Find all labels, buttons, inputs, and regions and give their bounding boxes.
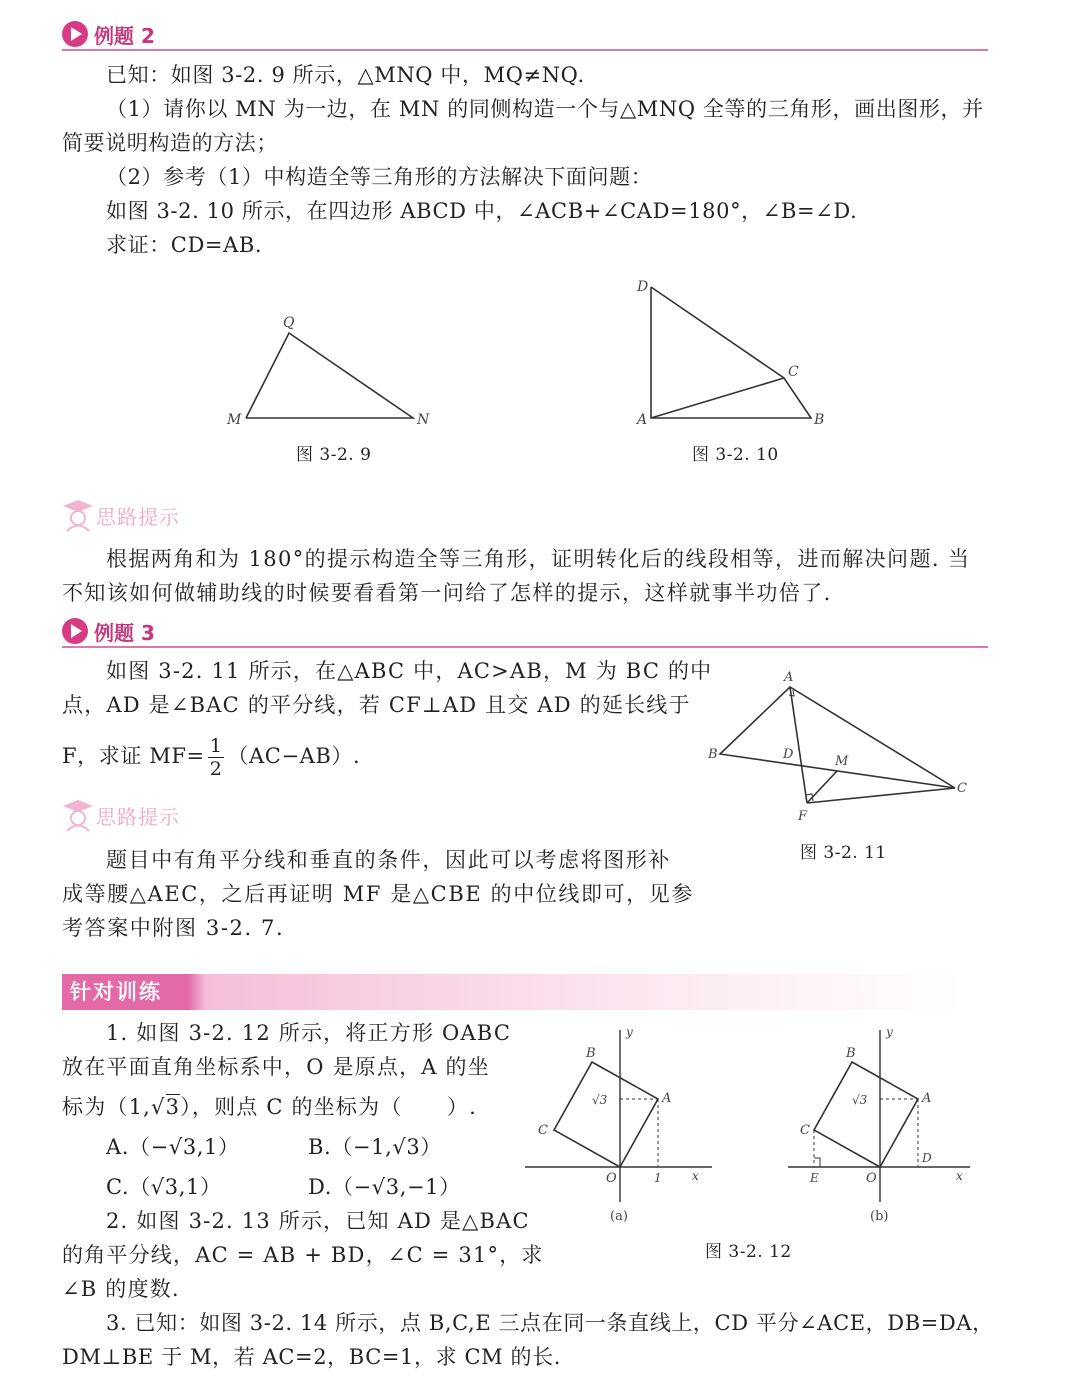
section-divider: [62, 49, 988, 51]
graduate-icon: [62, 798, 94, 832]
label-m: M: [835, 754, 849, 769]
q1-line-3-pre: 标为（1,: [62, 1095, 152, 1119]
figure-3-2-9: [215, 305, 445, 435]
label-b: B: [708, 747, 718, 762]
label-e: E: [810, 1171, 819, 1185]
square-oabc: [814, 1062, 918, 1167]
figure-3-2-12-a: [520, 1022, 720, 1227]
label-a: A: [784, 670, 794, 685]
hint-1-line-2: 不知该如何做辅助线的时候要看看第一问给了怎样的提示，这样就事半功倍了.: [62, 581, 832, 605]
option-a: A.（−√3,1）: [106, 1135, 240, 1159]
hint-1-header: [62, 497, 180, 533]
quadrilateral-abcd: [651, 287, 811, 418]
ex3-line-3-post: （AC−AB）.: [227, 744, 361, 768]
option-b: B.（−1,√3）: [308, 1135, 442, 1159]
label-sqrt3: √3: [592, 1093, 608, 1107]
option-c: C.（√3,1）: [106, 1175, 222, 1199]
label-a: A: [922, 1091, 932, 1106]
training-title: 针对训练: [70, 980, 162, 1004]
play-icon: [62, 21, 88, 47]
label-one: 1: [654, 1171, 662, 1185]
label-sqrt3: √3: [852, 1093, 868, 1107]
triangle-abc: [720, 687, 955, 788]
hint-2-header: [62, 797, 180, 833]
label-b: B: [586, 1046, 596, 1061]
hint-1-label: 思路提示: [96, 504, 180, 529]
segment-mf: [807, 771, 837, 803]
ex3-line-1: 如图 3-2. 11 所示，在△ABC 中，AC>AB，M 为 BC 的中: [106, 659, 713, 683]
label-b: B: [814, 412, 825, 428]
label-c: C: [957, 781, 967, 796]
label-c: C: [800, 1123, 810, 1138]
label-m: M: [227, 412, 242, 428]
figure-3-2-10: [625, 275, 840, 435]
figure-3-2-9-caption: 图 3-2. 9: [296, 445, 372, 465]
fraction-denominator: 2: [209, 758, 223, 780]
figure-3-2-11-caption: 图 3-2. 11: [800, 843, 887, 863]
q2-line-1: 2. 如图 3-2. 13 所示，已知 AD 是△BAC: [106, 1209, 530, 1233]
figure-3-2-12-b: [780, 1022, 980, 1227]
segment-cf: [807, 788, 955, 803]
label-a: A: [662, 1091, 672, 1106]
ex2-line-5: 如图 3-2. 10 所示，在四边形 ABCD 中，∠ACB+∠CAD=180°，∠B=∠D.: [106, 199, 858, 223]
graduate-icon: [62, 498, 94, 532]
fraction-numerator: 1: [209, 735, 223, 757]
hint-1-line-1: 根据两角和为 180°的提示构造全等三角形，证明转化后的线段相等，进而解决问题. 当: [106, 547, 971, 571]
training-banner: [62, 974, 962, 1010]
triangle-mnq: [246, 333, 413, 418]
label-q: Q: [283, 315, 295, 331]
bisector-ad: [790, 687, 807, 803]
example-2-header: [62, 19, 155, 49]
figure-3-2-11: [700, 668, 980, 828]
label-c: C: [788, 364, 799, 380]
example-3-title: 例题 3: [94, 620, 155, 645]
ex2-line-2: （1）请你以 MN 为一边，在 MN 的同侧构造一个与△MNQ 全等的三角形，画出图形，并: [106, 97, 984, 121]
q1-line-2: 放在平面直角坐标系中，O 是原点，A 的坐: [62, 1055, 490, 1079]
ex2-line-3: 简要说明构造的方法；: [62, 131, 278, 155]
q3-line-1: 3. 已知：如图 3-2. 14 所示，点 B,C,E 三点在同一条直线上，CD 平分∠ACE，DB=DA，: [106, 1311, 994, 1335]
label-y: y: [626, 1025, 633, 1039]
label-x: x: [692, 1169, 699, 1183]
q2-line-2: 的角平分线，AC = AB + BD，∠C = 31°，求: [62, 1243, 544, 1267]
diagonal-ac: [651, 378, 784, 418]
fraction-one-half: [208, 735, 225, 780]
label-n: N: [417, 412, 430, 428]
q1-line-1: 1. 如图 3-2. 12 所示，将正方形 OABC: [106, 1021, 512, 1045]
q1-line-3: [62, 1090, 477, 1124]
example-3-header: [62, 616, 155, 646]
ex2-line-1: 已知：如图 3-2. 9 所示，△MNQ 中，MQ≠NQ.: [106, 63, 585, 87]
figure-3-2-10-caption: 图 3-2. 10: [692, 445, 779, 465]
option-d: D.（−√3,−1）: [308, 1175, 461, 1199]
label-y: y: [886, 1025, 893, 1039]
label-d: D: [922, 1151, 932, 1165]
ex3-line-2: 点，AD 是∠BAC 的平分线，若 CF⊥AD 且交 AD 的延长线于: [62, 693, 691, 717]
ex3-line-3-pre: F，求证 MF=: [62, 744, 205, 768]
label-d: D: [783, 747, 794, 762]
ex3-line-3: [62, 728, 360, 784]
label-c: C: [538, 1123, 548, 1138]
ex2-line-6: 求证：CD=AB.: [106, 233, 263, 257]
sqrt-radicand: 3: [165, 1095, 181, 1119]
label-b: B: [846, 1046, 856, 1061]
q3-line-2: DM⊥BE 于 M，若 AC=2，BC=1，求 CM 的长.: [62, 1345, 562, 1369]
hint-2-label: 思路提示: [96, 804, 180, 829]
figure-3-2-12-caption: 图 3-2. 12: [705, 1242, 792, 1262]
ex2-line-4: （2）参考（1）中构造全等三角形的方法解决下面问题：: [106, 165, 653, 189]
label-o: O: [866, 1171, 877, 1186]
q1-line-3-post: ），则点 C 的坐标为（ ）.: [180, 1095, 477, 1119]
label-o: O: [606, 1171, 617, 1186]
q2-line-3: ∠B 的度数.: [62, 1277, 180, 1301]
hint-2-line-2: 成等腰△AEC，之后再证明 MF 是△CBE 的中位线即可，见参: [62, 882, 694, 906]
sub-label-b: (b): [870, 1209, 889, 1224]
label-a: A: [637, 412, 648, 428]
sub-label-a: (a): [610, 1209, 628, 1224]
right-angle-mark: [814, 1158, 820, 1167]
section-divider: [62, 646, 988, 648]
label-f: F: [798, 809, 808, 824]
hint-2-line-3: 考答案中附图 3-2. 7.: [62, 916, 285, 940]
sqrt-radical: √: [151, 1095, 166, 1119]
play-icon: [62, 618, 88, 644]
example-2-title: 例题 2: [94, 23, 155, 48]
square-oabc: [554, 1062, 658, 1167]
hint-2-line-1: 题目中有角平分线和垂直的条件，因此可以考虑将图形补: [106, 848, 671, 872]
label-d: D: [637, 279, 649, 295]
label-x: x: [956, 1169, 963, 1183]
